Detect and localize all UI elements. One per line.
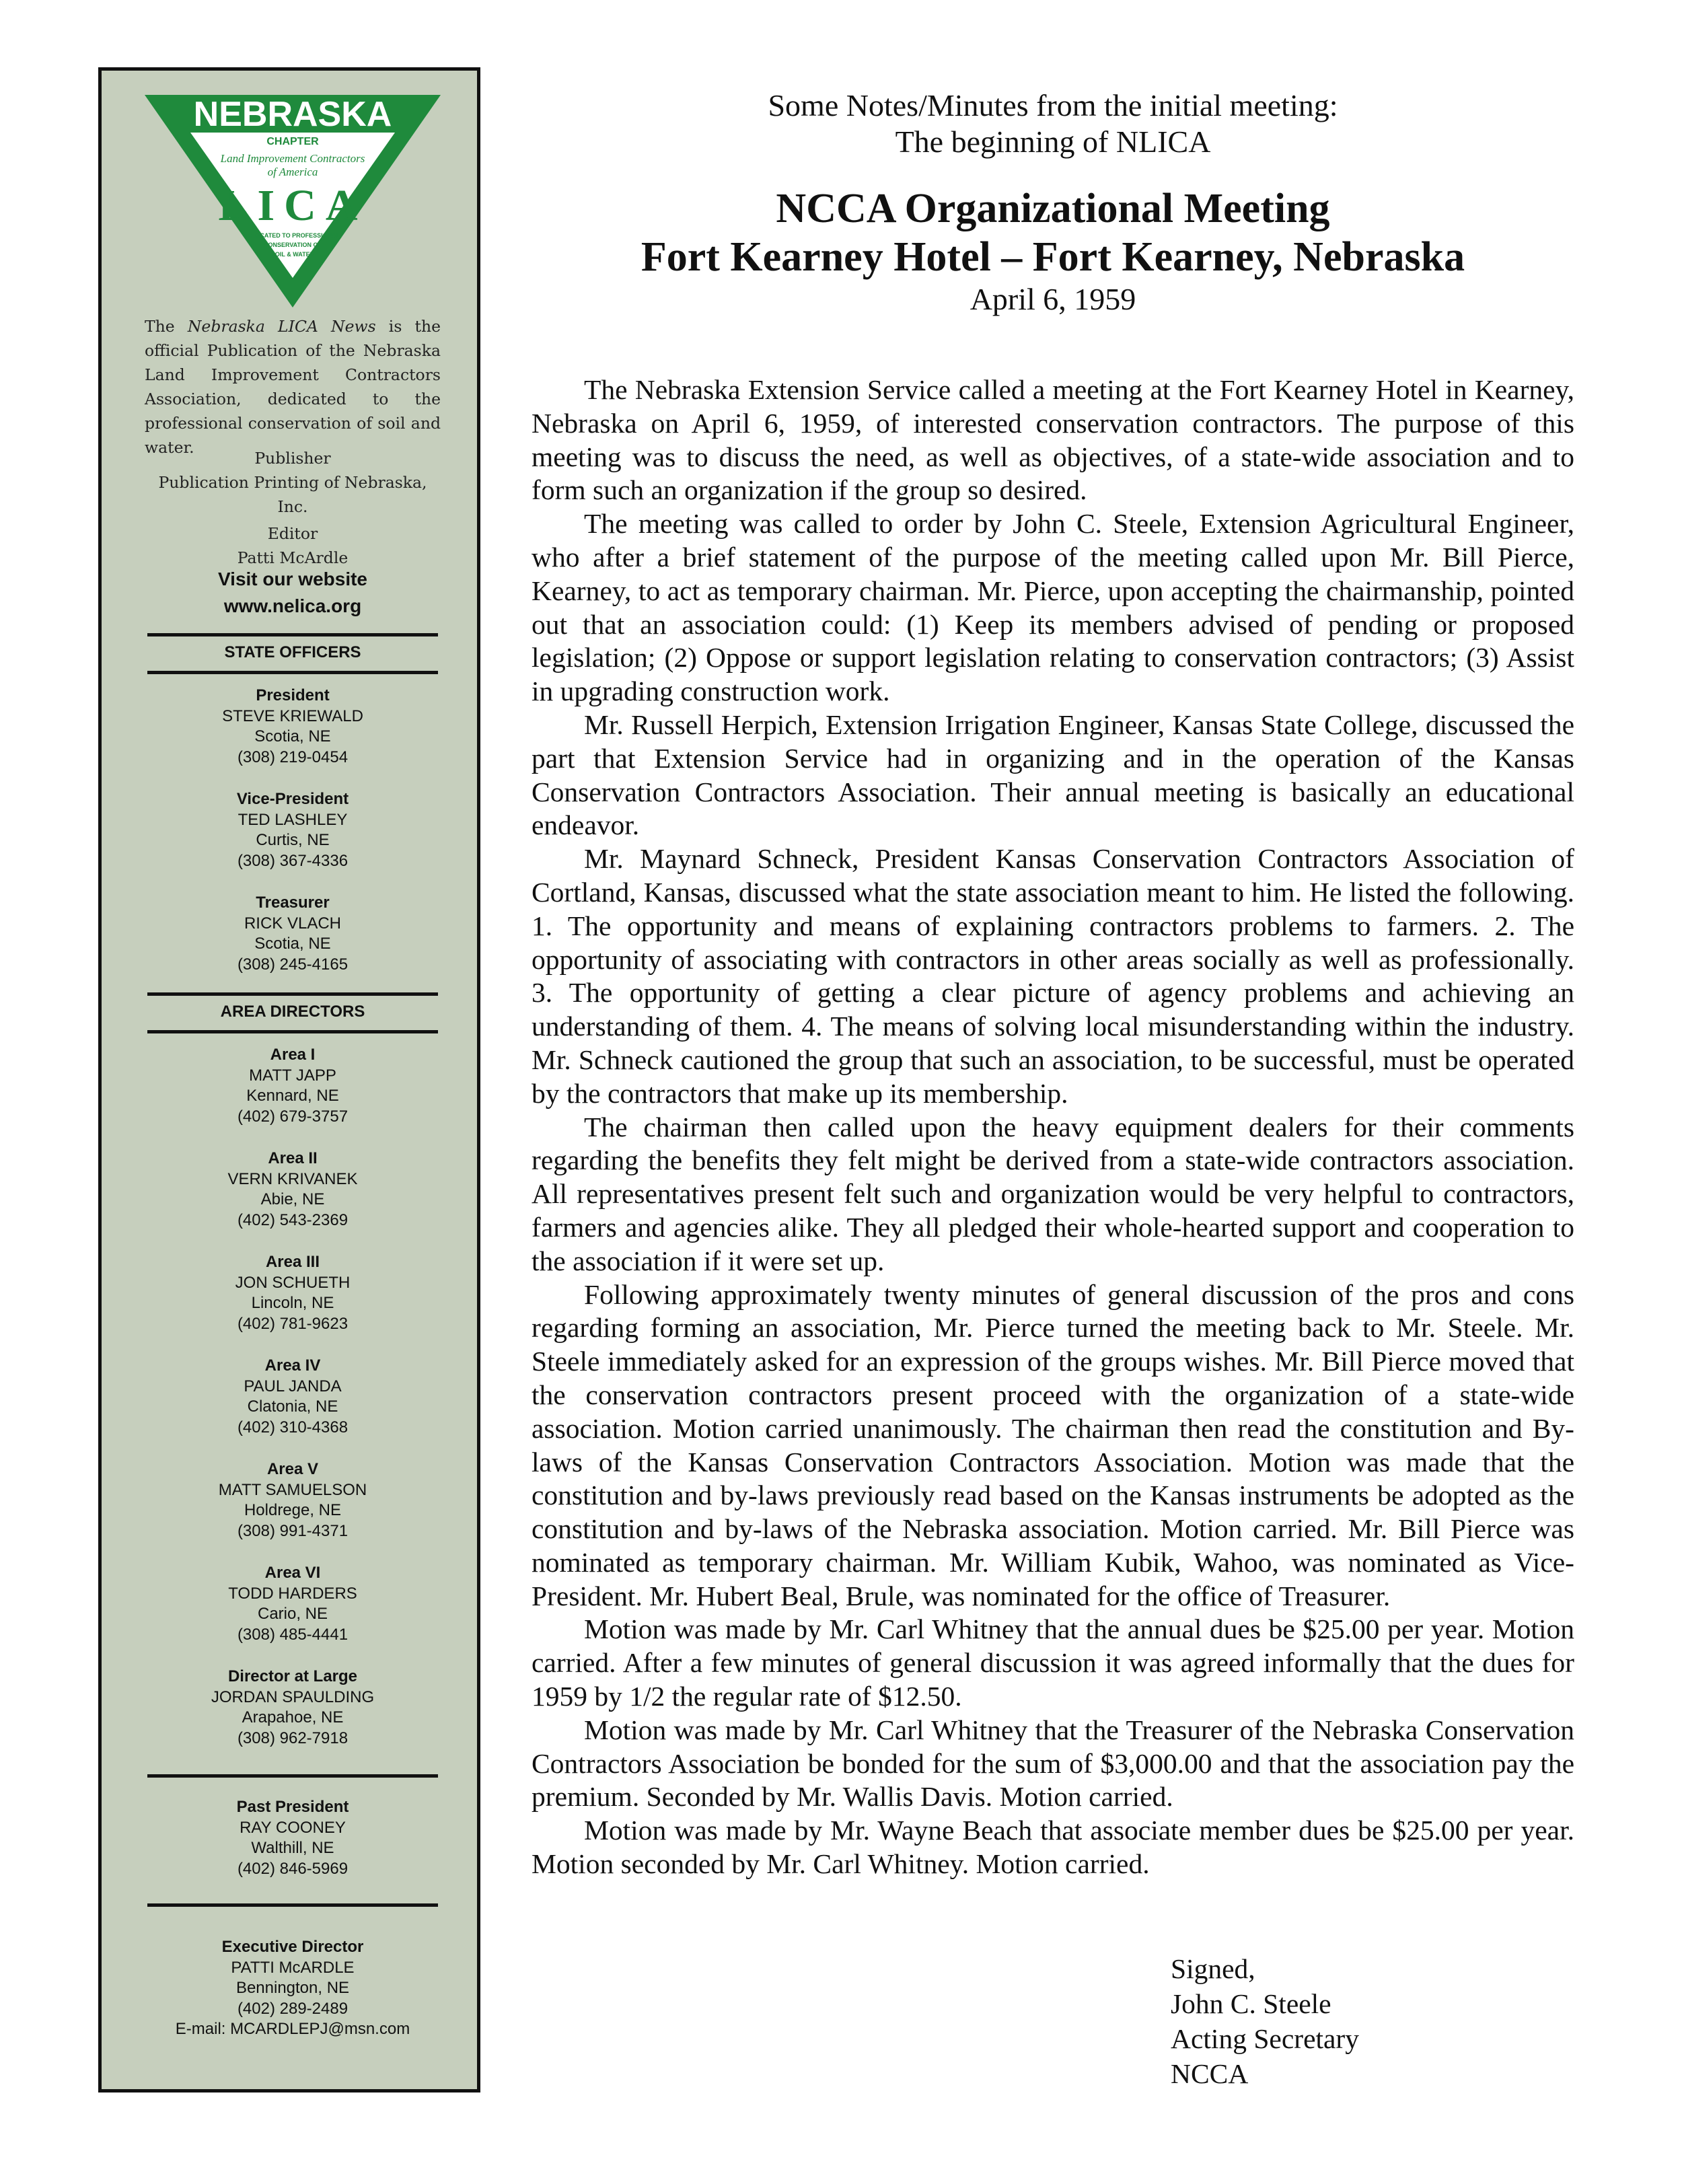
- divider: [147, 992, 438, 996]
- person-name: PAUL JANDA: [244, 1377, 342, 1395]
- person-role: Director at Large: [227, 1667, 358, 1685]
- publisher-block: [145, 446, 441, 570]
- person-role: Area II: [268, 1149, 318, 1167]
- director-entry: [145, 1667, 441, 1749]
- person-phone: (402) 679-3757: [237, 1107, 349, 1126]
- notes-heading: Some Notes/Minutes from the initial meeting:: [768, 88, 1338, 122]
- director-entry: [145, 1252, 441, 1334]
- person-name: TED LASHLEY: [237, 810, 348, 829]
- paragraph: Motion was made by Mr. Carl Whitney that the annual dues be $25.00 per year. Motion carried. After a few minutes of general discussion it was agreed informally that the dues for 1959 by 1/2 the regular rate of $12.50.: [532, 1613, 1574, 1712]
- person-name: TODD HARDERS: [228, 1584, 357, 1603]
- person-city: Kennard, NE: [246, 1087, 339, 1105]
- paragraph: The Nebraska Extension Service called a meeting at the Fort Kearney Hotel in Kearney, Nebraska on April 6, 1959, of interested conservation contractors. The purpose of this meeting was to discuss the need, as well as objectives, of a state-wide association and to form such an organization if the group so desired.: [532, 374, 1574, 506]
- editor-name: Patti McArdle: [237, 548, 349, 567]
- person-city: Abie, NE: [260, 1190, 325, 1208]
- person-phone: (308) 962-7918: [237, 1728, 349, 1747]
- publisher-name: Publication Printing of Nebraska, Inc.: [158, 473, 427, 516]
- person-phone: (308) 219-0454: [237, 748, 349, 766]
- person-name: RICK VLACH: [244, 914, 342, 933]
- paragraph: The chairman then called upon the heavy equipment dealers for their comments regarding the benefits they felt might be derived from a state-wide contractors association. All representatives present felt such and organization would be very helpful to contractors, farmers and agencies alike. They all pledged their whole-hearted support and cooperation to the association if it were set up.: [532, 1111, 1574, 1276]
- person-city: Cario, NE: [257, 1605, 328, 1623]
- person-role: Area I: [270, 1046, 316, 1064]
- person-role: Area VI: [264, 1564, 321, 1582]
- person-phone: (308) 367-4336: [237, 851, 349, 870]
- logo-motto-line2: CONSERVATION OF: [263, 242, 322, 248]
- article-location: Fort Kearney Hotel – Fort Kearney, Nebraska: [641, 234, 1465, 280]
- divider: [147, 1030, 438, 1033]
- logo-name: NEBRASKA: [193, 95, 392, 134]
- article-body: [532, 373, 1574, 1881]
- publisher-label: Publisher: [254, 449, 331, 468]
- person-city: Clatonia, NE: [247, 1397, 338, 1416]
- person-city: Holdrege, NE: [244, 1501, 342, 1519]
- main-article: [532, 87, 1574, 2089]
- email-link[interactable]: E-mail: MCARDLEPJ@msn.com: [175, 2020, 410, 2038]
- area-directors-title: AREA DIRECTORS: [220, 1003, 365, 1021]
- signature-line: Acting Secretary: [1171, 2023, 1360, 2054]
- website-label: Visit our website: [218, 569, 367, 589]
- person-name: MATT SAMUELSON: [218, 1480, 367, 1499]
- person-name: JORDAN SPAULDING: [211, 1687, 375, 1706]
- logo-chapter: CHAPTER: [266, 136, 319, 147]
- past-president: Past President RAY COONEY Walthill, NE (402) 846-5969: [236, 1798, 349, 1878]
- person-phone: (402) 543-2369: [237, 1210, 349, 1229]
- sidebar: [98, 67, 480, 2092]
- notes-subheading: The beginning of NLICA: [895, 124, 1211, 159]
- logo-motto-line3: SOIL & WATER: [270, 251, 315, 258]
- editor-label: Editor: [267, 524, 318, 543]
- director-entry: [145, 1149, 441, 1231]
- logo-org-line1: Land Improvement Contractors: [220, 152, 365, 165]
- director-entry: [145, 1045, 441, 1127]
- divider: [147, 671, 438, 674]
- paragraph: Motion was made by Mr. Wayne Beach that associate member dues be $25.00 per year. Motion seconded by Mr. Carl Whitney. Motion carried.: [532, 1815, 1574, 1880]
- person-role: President: [256, 686, 330, 704]
- person-name: MATT JAPP: [249, 1066, 336, 1085]
- person-city: Arapahoe, NE: [242, 1708, 344, 1726]
- signature-line: Signed,: [1171, 1953, 1255, 1984]
- publication-name: Nebraska LICA News: [187, 317, 376, 336]
- signature-line: John C. Steele: [1171, 1988, 1331, 2019]
- paragraph: Mr. Russell Herpich, Extension Irrigation Engineer, Kansas State College, discussed the part that Extension Service had in organizing and in the operation of the Kansas Conservation Contractors Association. Their annual meeting is basically an educational endeavor.: [532, 708, 1574, 841]
- officer-entry: [145, 686, 441, 768]
- article-date: April 6, 1959: [970, 282, 1136, 316]
- publication-intro: The Nebraska LICA News is the official Publication of the Nebraska Land Improvement Contractors Association, dedicated to the professional conservation of soil and water.: [145, 317, 441, 457]
- paragraph: Mr. Maynard Schneck, President Kansas Conservation Contractors Association of Cortland, Kansas, discussed what the state association meant to him. He listed the following. 1. The opportunity and means of explaining contractors problems to farmers. 2. The opportunity of associating with contractors in other areas socially as well as professionally. 3. The opportunity of getting a clear picture of agency problems and achieving an understanding of them. 4. The means of solving local misunderstanding within the industry. Mr. Schneck cautioned the group that such an association, to be successful, must be operated by the contractors that make up its membership.: [532, 843, 1574, 1109]
- signature-line: NCCA: [1171, 2058, 1249, 2089]
- divider: [147, 633, 438, 636]
- person-role: Area III: [265, 1253, 320, 1271]
- state-officers-title: STATE OFFICERS: [224, 643, 361, 661]
- article-title: NCCA Organizational Meeting: [776, 186, 1330, 231]
- person-city: Scotia, NE: [254, 935, 331, 953]
- executive-director: Executive Director PATTI McARDLE Bennington, NE (402) 289-2489 E-mail: MCARDLEPJ@msn.com: [145, 1937, 441, 2040]
- officer-entry: [145, 893, 441, 975]
- person-role: Area V: [266, 1460, 319, 1478]
- director-entry: [145, 1563, 441, 1645]
- director-entry: [145, 1356, 441, 1438]
- divider: [147, 1774, 438, 1778]
- officer-entry: [145, 789, 441, 871]
- signature-block: [1171, 1951, 1359, 2091]
- logo-acronym: LICA: [218, 181, 367, 230]
- person-city: Curtis, NE: [256, 831, 330, 849]
- person-phone: (308) 991-4371: [237, 1521, 349, 1540]
- person-name: VERN KRIVANEK: [227, 1169, 358, 1188]
- paragraph: Following approximately twenty minutes of general discussion of the pros and cons regarding forming an association, Mr. Pierce turned the meeting back to Mr. Steele. Mr. Steele immediately asked for an expression of the groups wishes. Mr. Bill Pierce moved that the conservation contractors present proceed with the organization of a state-wide association. Motion carried unanimously. The chairman then read the constitution and By-laws of the Kansas Conservation Contractors Association. Motion was made that the constitution and by-laws previously read based on the Kansas instruments be adopted as the constitution and by-laws of the Nebraska association. Motion carried. Mr. Bill Pierce was nominated as temporary chairman. Mr. William Kubik, Wahoo, was nominated as Vice-President. Mr. Hubert Beal, Brule, was nominated for the office of Treasurer.: [532, 1278, 1574, 1611]
- logo-org-line2: of America: [267, 166, 318, 178]
- person-role: Vice-President: [236, 790, 349, 808]
- logo-motto-line1: DEDICATED TO PROFESSIONAL: [245, 232, 340, 239]
- person-phone: (308) 485-4441: [237, 1625, 349, 1644]
- paragraph: The meeting was called to order by John C. Steele, Extension Agricultural Engineer, who after a brief statement of the purpose of the meeting called upon Mr. Bill Pierce, Kearney, to act as temporary chairman. Mr. Pierce, upon accepting the chairmanship, pointed out that an association could: (1) Keep its members advised of pending or proposed legislation; (2) Oppose or support legislation relating to conservation contractors; (3) Assist in upgrading construction work.: [532, 508, 1574, 707]
- person-city: Scotia, NE: [254, 727, 331, 745]
- divider: [147, 1903, 438, 1907]
- website-block: [145, 566, 441, 620]
- person-role: Treasurer: [256, 894, 330, 912]
- person-name: JON SCHUETH: [235, 1273, 351, 1292]
- person-phone: (308) 245-4165: [237, 955, 349, 974]
- person-role: Area IV: [264, 1356, 321, 1375]
- paragraph: Motion was made by Mr. Carl Whitney that the Treasurer of the Nebraska Conservation Contractors Association be bonded for the sum of $3,000.00 and that the association pay the premium. Seconded by Mr. Wallis Davis. Motion carried.: [532, 1714, 1574, 1813]
- director-entry: [145, 1459, 441, 1541]
- person-phone: (402) 781-9623: [237, 1314, 349, 1333]
- person-city: Lincoln, NE: [251, 1294, 334, 1312]
- person-phone: (402) 310-4368: [237, 1418, 349, 1436]
- nebraska-lica-logo: [145, 95, 441, 307]
- website-link[interactable]: www.nelica.org: [223, 595, 362, 616]
- person-name: STEVE KRIEWALD: [222, 706, 363, 725]
